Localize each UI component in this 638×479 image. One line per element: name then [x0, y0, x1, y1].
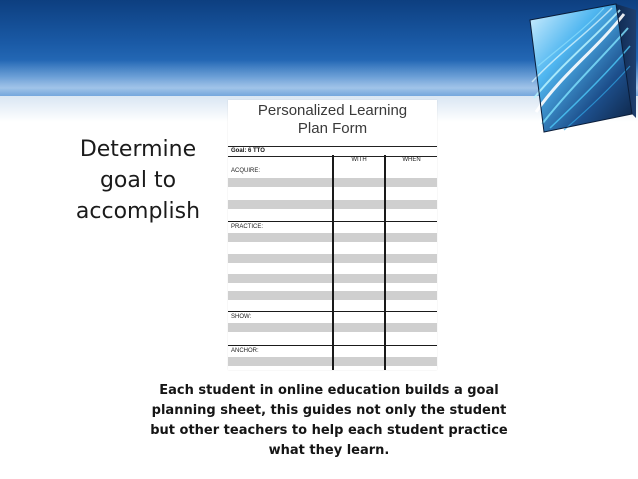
slide-heading: Determine goal to accomplish [75, 137, 201, 224]
form-title-line1: Personalized Learning [257, 102, 408, 119]
form-section-anchor: ANCHOR: [231, 348, 259, 354]
form-column-divider [332, 155, 334, 370]
form-section-practice: PRACTICE: [231, 224, 264, 230]
form-title [228, 102, 437, 138]
form-title-line2: Plan Form [297, 120, 368, 137]
form-goal-label: Goal: 6 TTO [231, 148, 265, 154]
plan-form-image [228, 100, 437, 370]
form-column-with: WITH [351, 157, 367, 163]
form-section-show: SHOW: [231, 314, 252, 320]
form-section-acquire: ACQUIRE: [231, 168, 261, 174]
slide-caption: Each student in online education builds a goal planning sheet, this guides not only the student but other teachers to help each student practice what they learn. [150, 383, 508, 458]
form-column-divider [384, 155, 386, 370]
light-streak-cube-icon [524, 2, 636, 136]
form-column-when: WHEN [402, 157, 421, 163]
